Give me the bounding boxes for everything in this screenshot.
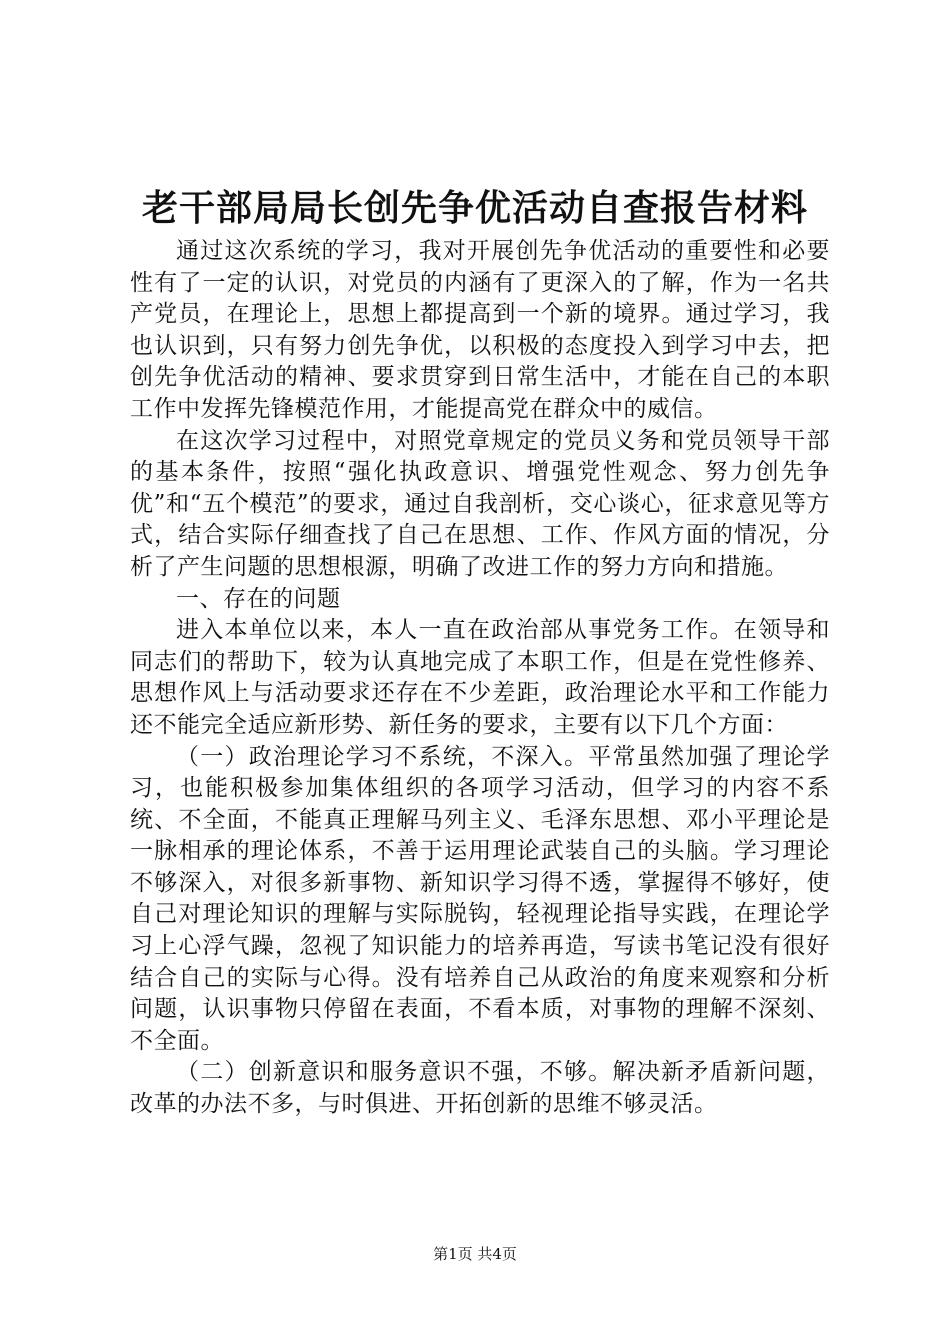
- paragraph-item-2: （二）创新意识和服务意识不强，不够。解决新矛盾新问题，改革的办法不多，与时俱进、开拓创新的思维不够灵活。: [130, 1059, 830, 1118]
- section-heading-problems: 一、存在的问题: [176, 585, 341, 612]
- page-number-footer: 第1页 共4页: [433, 1245, 517, 1263]
- paragraph-overview: 进入本单位以来，本人一直在政治部从事党务工作。在领导和同志们的帮助下，较为认真地完成了本职工作，但是在党性修养、思想作风上与活动要求还存在不少差距，政治理论水平和工作能力还不能完全适应新形势、新任务的要求，主要有以下几个方面：: [130, 617, 830, 738]
- document-title: 老干部局局长创先争优活动自查报告材料: [141, 188, 808, 229]
- paragraph-process: 在这次学习过程中，对照党章规定的党员义务和党员领导干部的基本条件，按照“强化执政意识、增强党性观念、努力创先争优”和“五个模范”的要求，通过自我剖析，交心谈心，征求意见等方式，结合实际仔细查找了自己在思想、工作、作风方面的情况，分析了产生问题的思想根源，明确了改进工作的努力方向和措施。: [130, 427, 830, 580]
- paragraph-item-1: （一）政治理论学习不系统，不深入。平常虽然加强了理论学习，也能积极参加集体组织的各项学习活动，但学习的内容不系统、不全面，不能真正理解马列主义、毛泽东思想、邓小平理论是一脉相承的理论体系，不善于运用理论武装自己的头脑。学习理论不够深入，对很多新事物、新知识学习得不透，掌握得不够好，使自己对理论知识的理解与实际脱钩，轻视理论指导实践，在理论学习上心浮气躁，忽视了知识能力的培养再造，写读书笔记没有很好结合自己的实际与心得。没有培养自己从政治的角度来观察和分析问题，认识事物只停留在表面，不看本质，对事物的理解不深刻、不全面。: [130, 743, 830, 1054]
- paragraph-intro: 通过这次系统的学习，我对开展创先争优活动的重要性和必要性有了一定的认识，对党员的内涵有了更深入的了解，作为一名共产党员，在理论上，思想上都提高到一个新的境界。通过学习，我也认识到，只有努力创先争优，以积极的态度投入到学习中去，把创先争优活动的精神、要求贯穿到日常生活中，才能在自己的本职工作中发挥先锋模范作用，才能提高党在群众中的威信。: [130, 238, 830, 422]
- document-body: [130, 236, 830, 1121]
